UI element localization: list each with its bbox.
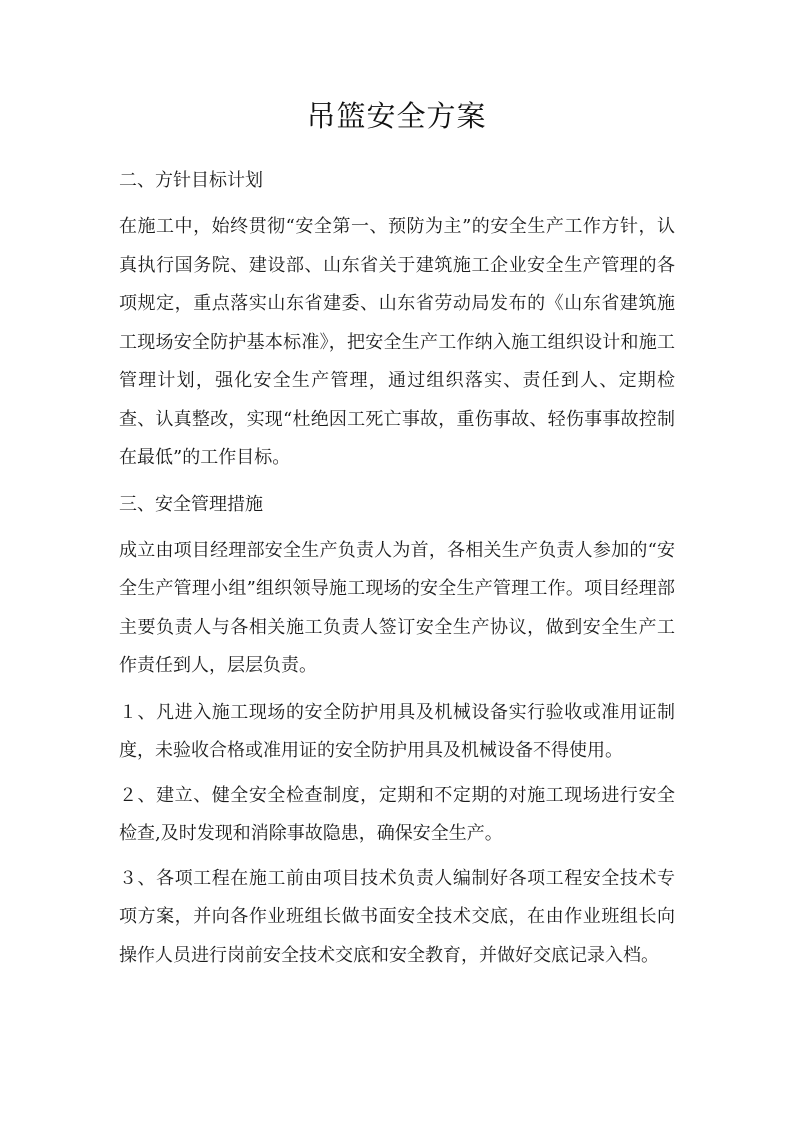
document-body [119,162,675,983]
document-title: 吊篮安全方案 [306,99,487,133]
section-heading-safety-measures: 三、安全管理措施 [119,493,263,515]
paragraph-measure-2: ２、建立、健全安全检查制度，定期和不定期的对施工现场进行安全检查,及时发现和消除事故隐患，确保安全生产。 [119,784,675,844]
paragraph-safety-group: 成立由项目经理部安全生产负责人为首，各相关生产负责人参加的“安全生产管理小组”组织领导施工现场的安全生产管理工作。项目经理部主要负责人与各相关施工负责人签订安全生产协议，做到安全生产工作责任到人，层层负责。 [119,539,675,676]
paragraph-measure-3: ３、各项工程在施工前由项目技术负责人编制好各项工程安全技术专项方案，并向各作业班组长做书面安全技术交底，在由作业班组长向操作人员进行岗前安全技术交底和安全教育，并做好交底记录入档。 [119,867,675,966]
paragraph-measure-1: １、凡进入施工现场的安全防护用具及机械设备实行验收或准用证制度，未验收合格或准用证的安全防护用具及机械设备不得使用。 [119,701,675,761]
paragraph-policy-goals: 在施工中，始终贯彻“安全第一、预防为主”的安全生产工作方针，认真执行国务院、建设部、山东省关于建筑施工企业安全生产管理的各项规定，重点落实山东省建委、山东省劳动局发布的《山东省建筑施工现场安全防护基本标准》，把安全生产工作纳入施工组织设计和施工管理计划，强化安全生产管理，通过组织落实、责任到人、定期检查、认真整改，实现“杜绝因工死亡事故，重伤事故、轻伤事事故控制在最低”的工作目标。 [119,216,675,468]
section-heading-policy-goals: 二、方针目标计划 [119,170,263,191]
